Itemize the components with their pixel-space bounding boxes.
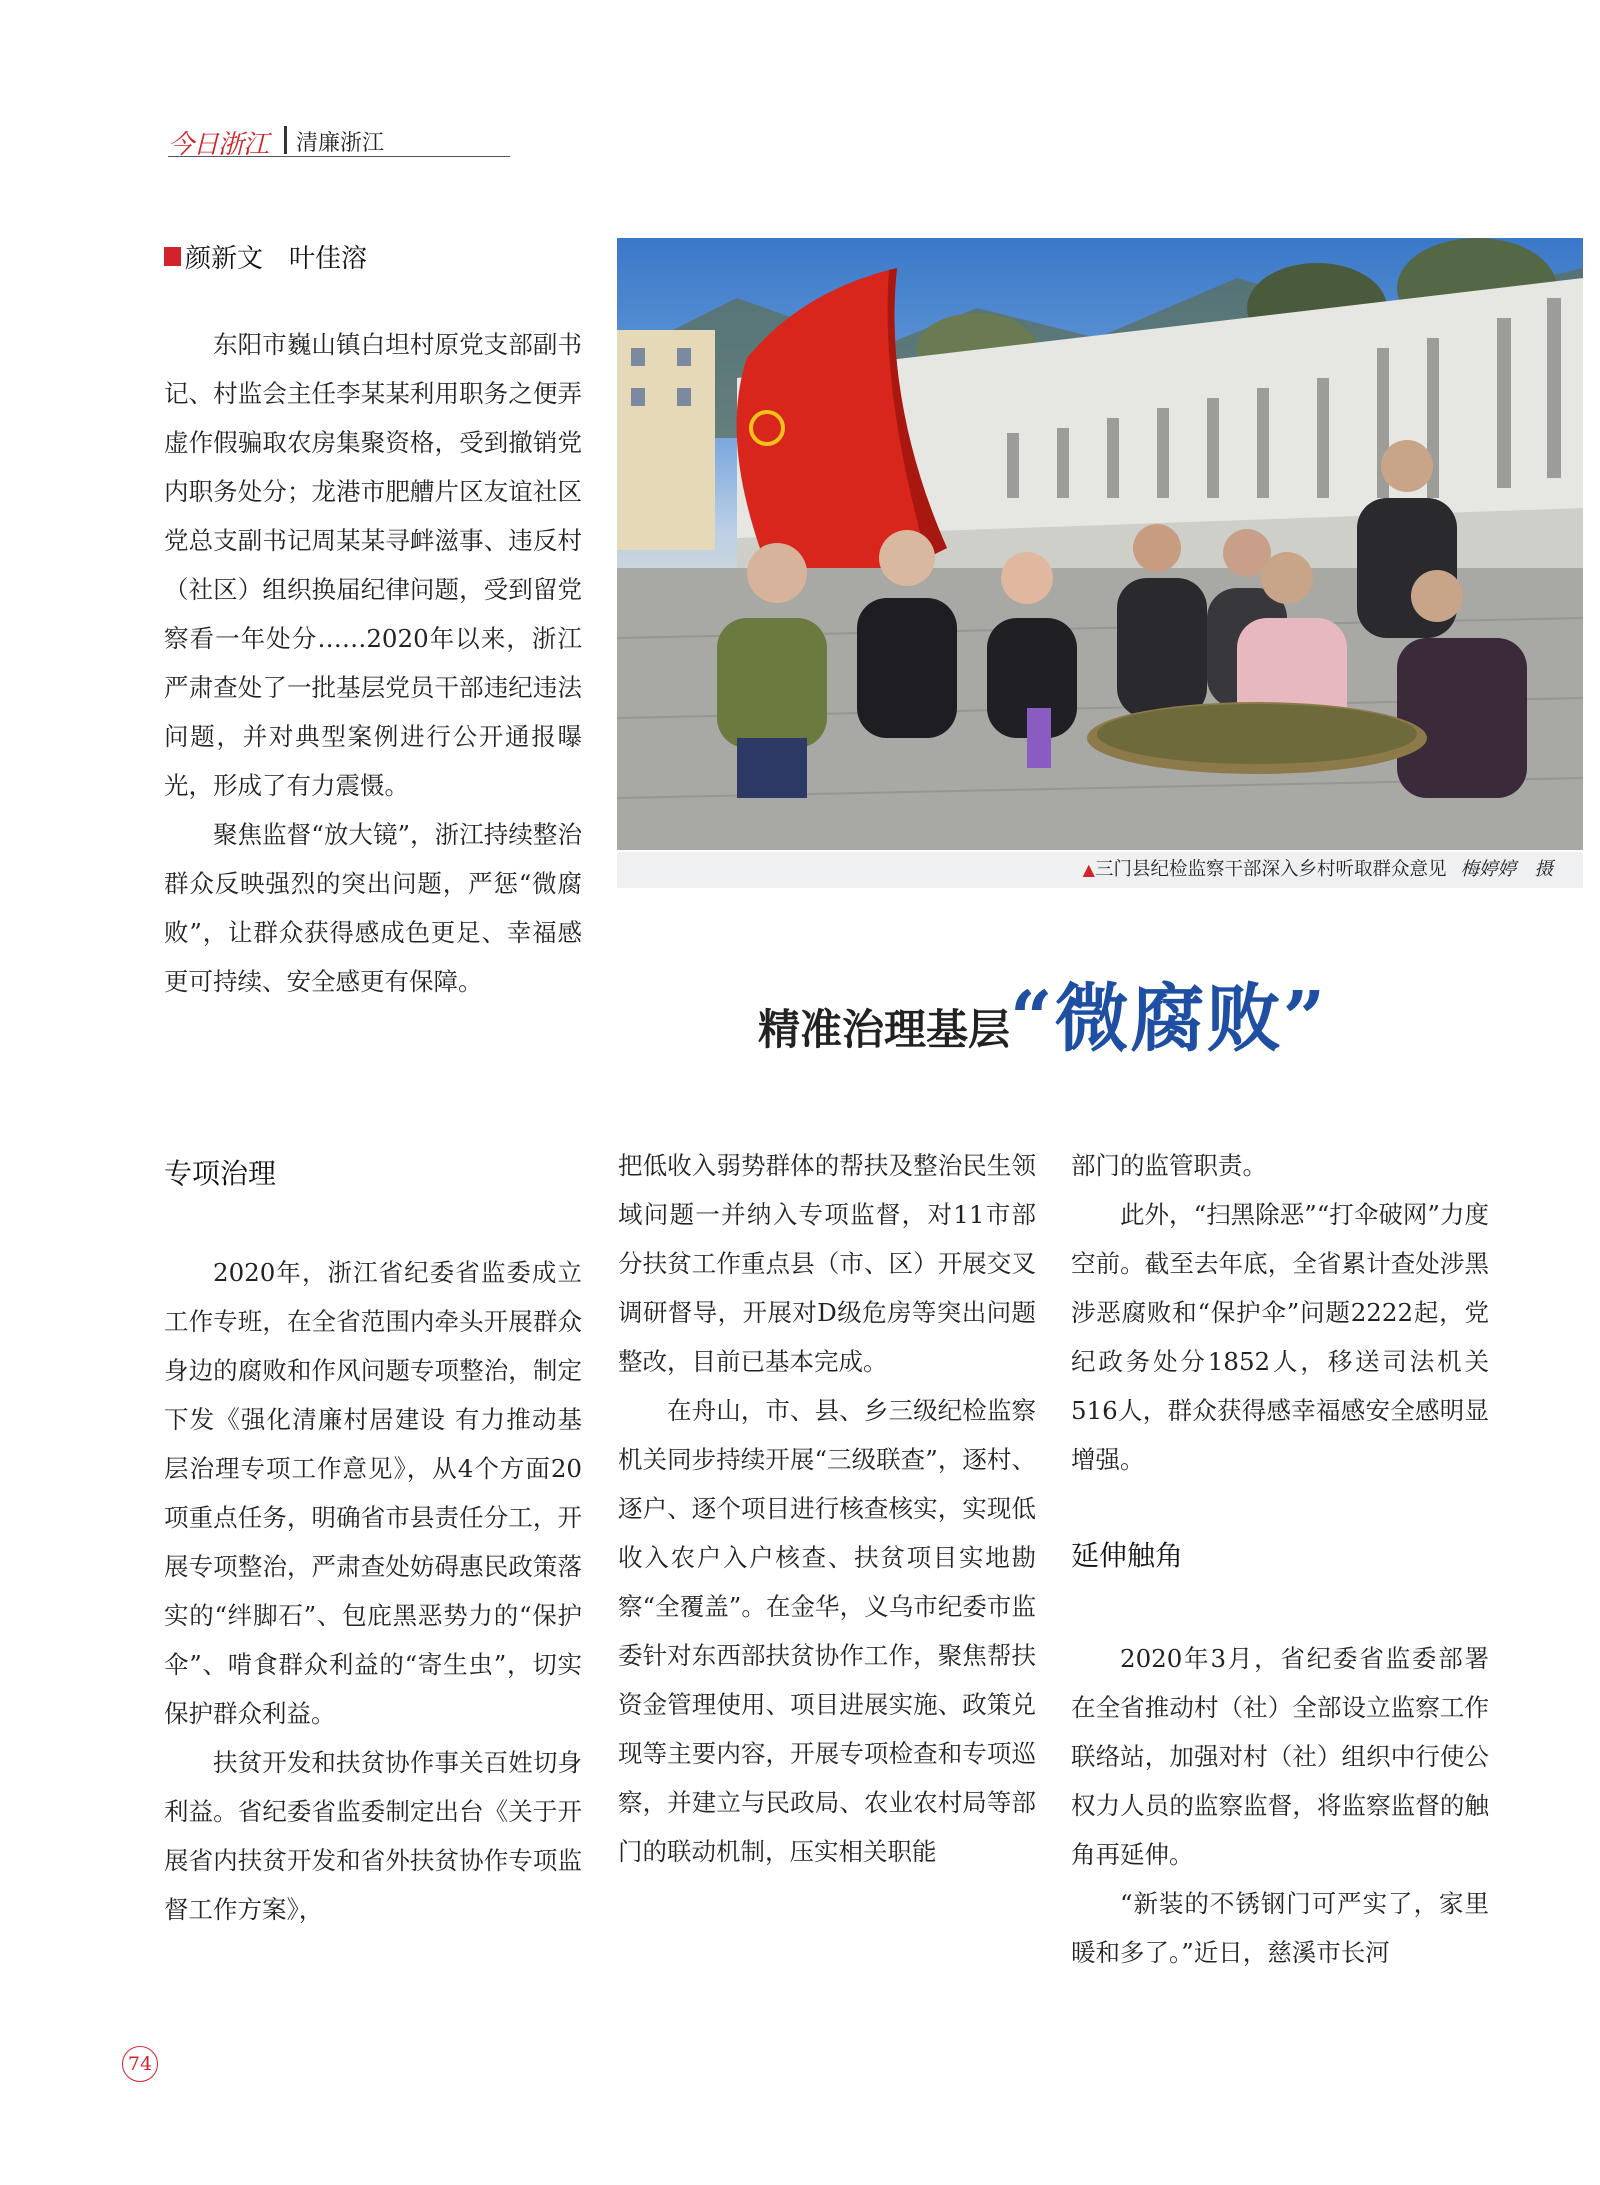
- intro-paragraph: 东阳市巍山镇白坦村原党支部副书记、村监会主任李某某利用职务之便弄虚作假骗取农房集聚资格，受到撤销党内职务处分；龙港市肥艚片区友谊社区党总支副书记周某某寻衅滋事、违反村（社区）组织换届纪律问题，受到留党察看一年处分……2020年以来，浙江严肃查处了一批基层党员干部违纪违法问题，并对典型案例进行公开通报曝光，形成了有力震慑。: [164, 330, 582, 800]
- intro-text: [164, 320, 582, 1006]
- photo-illustration: [617, 238, 1583, 850]
- paragraph: 扶贫开发和扶贫协作事关百姓切身利益。省纪委省监委制定出台《关于开展省内扶贫开发和省外扶贫协作专项监督工作方案》，: [164, 1748, 582, 1924]
- paragraph: 2020年3月，省纪委省监委部署在全省推动村（社）全部设立监察工作联络站，加强对村（社）组织中行使公权力人员的监察监督，将监察监督的触角再延伸。: [1071, 1644, 1489, 1869]
- section-name: 清廉浙江: [296, 131, 385, 156]
- paragraph: 2020年，浙江省纪委省监委成立工作专班，在全省范围内牵头开展群众身边的腐败和作风问题专项整治，制定下发《强化清廉村居建设 有力推动基层治理专项工作意见》，从4个方面20项重点任务，明确省市县责任分工，开展专项整治，严肃查处妨碍惠民政策落实的“绊脚石”、包庇黑恶势力的“保护伞”、啃食群众利益的“寄生虫”，切实保护群众利益。: [164, 1258, 582, 1728]
- paragraph: 此外，“扫黑除恶”“打伞破网”力度空前。截至去年底，全省累计查处涉黑涉恶腐败和“保护伞”问题2222起，党纪政务处分1852人，移送司法机关516人，群众获得感幸福感安全感明显增强。: [1071, 1200, 1489, 1474]
- title-emphasis: “微腐败”: [1010, 976, 1328, 1062]
- paragraph: “新装的不锈钢门可严实了，家里暖和多了。”近日，慈溪市长河: [1071, 1889, 1489, 1967]
- caption-triangle-icon: ▲: [1082, 860, 1095, 879]
- column-2: [618, 1141, 1036, 1876]
- paragraph: 把低收入弱势群体的帮扶及整治民生领域问题一并纳入专项监督，对11市部分扶贫工作重点县（市、区）开展交叉调研督导，开展对D级危房等突出问题整改，目前已基本完成。: [618, 1151, 1036, 1376]
- byline-authors: 颜新文 叶佳溶: [185, 244, 368, 274]
- section-heading: 专项治理: [164, 1157, 277, 1190]
- brand-logo: 今日浙江: [168, 130, 269, 160]
- photo-caption: [617, 852, 1583, 888]
- byline: [164, 238, 367, 275]
- article-title: [758, 960, 1327, 1066]
- paragraph: 在舟山，市、县、乡三级纪检监察机关同步持续开展“三级联查”，逐村、逐户、逐个项目进行核查核实，实现低收入农户入户核查、扶贫项目实地勘察“全覆盖”。在金华，义乌市纪委市监委针对东西部扶贫协作工作，聚焦帮扶资金管理使用、项目进展实施、政策兑现等主要内容，开展专项检查和专项巡察，并建立与民政局、农业农村局等部门的联动机制，压实相关职能: [618, 1396, 1036, 1866]
- caption-credit: 梅婷婷 摄: [1460, 859, 1553, 880]
- column-3: [1071, 1141, 1489, 1484]
- section-heading: 延伸触角: [1071, 1539, 1184, 1572]
- masthead: [168, 124, 510, 160]
- paragraph: 部门的监管职责。: [1071, 1151, 1267, 1180]
- page-number: 74: [122, 2046, 158, 2082]
- column-3-lower: [1071, 1634, 1489, 1977]
- column-1: [164, 1248, 582, 1934]
- header-divider: [284, 126, 287, 154]
- byline-marker-icon: [164, 247, 181, 266]
- caption-text: 三门县纪检监察干部深入乡村听取群众意见: [1094, 859, 1447, 880]
- intro-paragraph: 聚焦监督“放大镜”，浙江持续整治群众反映强烈的突出问题，严惩“微腐败”，让群众获得感成色更足、幸福感更可持续、安全感更有保障。: [164, 820, 582, 996]
- article-photo: [617, 238, 1583, 850]
- title-main: 精准治理基层: [758, 1005, 1011, 1054]
